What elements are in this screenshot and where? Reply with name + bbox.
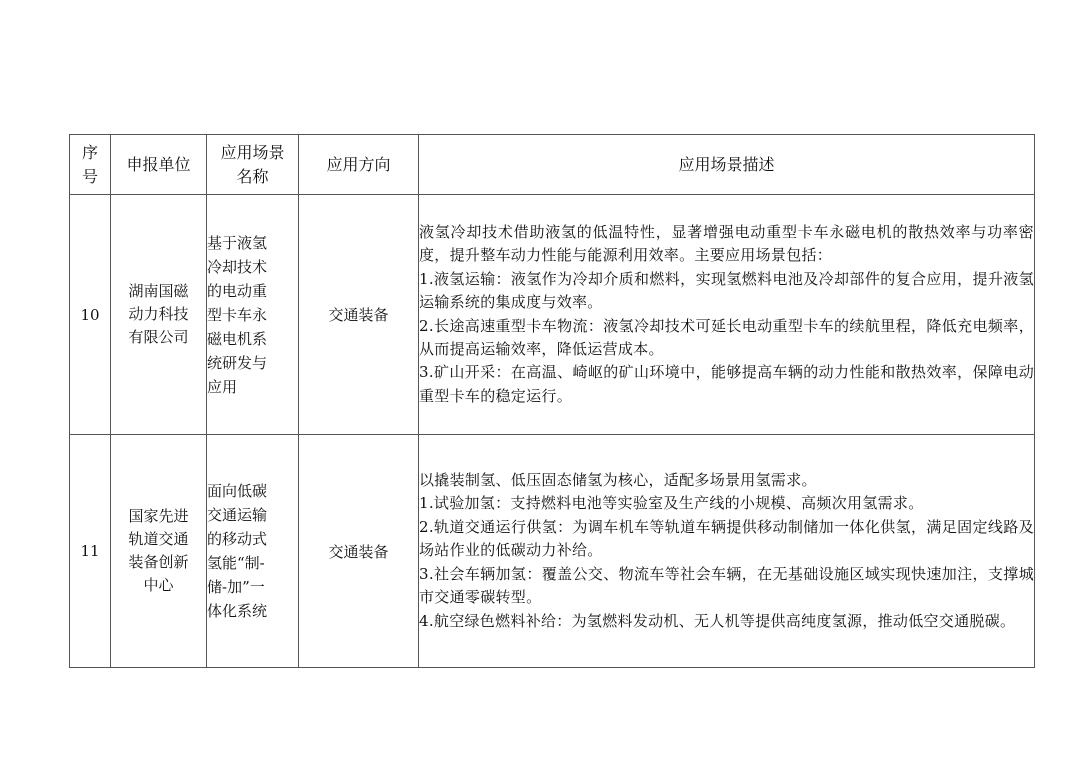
- scenario-name: [207, 195, 299, 435]
- scenario-description: [419, 195, 1035, 435]
- desc-paragraph: 2.轨道交通运行供氢：为调车机车等轨道车辆提供移动制储加一体化供氢，满足固定线路及场站作业的低碳动力补给。: [419, 517, 1034, 560]
- table-row: [70, 435, 1035, 668]
- header-direction: 应用方向: [299, 135, 419, 195]
- header-unit: 申报单位: [111, 135, 207, 195]
- header-no: 序号: [70, 135, 111, 195]
- table-header-row: [70, 135, 1035, 195]
- name-line: 储-加”一: [207, 578, 265, 596]
- desc-paragraph: 液氢冷却技术借助液氢的低温特性，显著增强电动重型卡车永磁电机的散热效率与功率密度，提升整车动力性能与能源利用效率。主要应用场景包括：: [419, 222, 1034, 265]
- unit-line: 国家先进: [128, 507, 189, 525]
- name-line: 基于液氢: [207, 233, 268, 252]
- unit-line: 动力科技: [128, 305, 189, 323]
- scenario-description: [419, 435, 1035, 668]
- unit-line: 湖南国磁: [128, 282, 189, 300]
- name-line: 交通运输: [207, 506, 268, 524]
- desc-paragraph: 2.长途高速重型卡车物流：液氢冷却技术可延长电动重型卡车的续航里程，降低充电频率，从而提高运输效率，降低运营成本。: [419, 316, 1034, 358]
- applicant-unit: [111, 195, 207, 435]
- unit-line: 装备创新: [128, 553, 189, 571]
- name-line: 体化系统: [207, 602, 268, 620]
- desc-paragraph: 3.社会车辆加氢：覆盖公交、物流车等社会车辆，在无基础设施区域实现快速加注，支撑城市交通零碳转型。: [419, 564, 1034, 607]
- row-number: 10: [70, 195, 111, 435]
- desc-paragraph: 1.液氢运输：液氢作为冷却介质和燃料，实现氢燃料电池及冷却部件的复合应用，提升液氢运输系统的集成度与效率。: [419, 269, 1034, 312]
- desc-paragraph: 1.试验加氢：支持燃料电池等实验室及生产线的小规模、高频次用氢需求。: [419, 494, 924, 513]
- name-line: 面向低碳: [207, 482, 268, 500]
- table-row: [70, 195, 1035, 435]
- scenario-table: [69, 134, 1035, 668]
- unit-line: 中心: [143, 576, 174, 594]
- name-line: 的移动式: [207, 530, 268, 548]
- name-line: 磁电机系: [207, 329, 268, 348]
- desc-paragraph: 4.航空绿色燃料补给：为氢燃料发动机、无人机等提供高纯度氢源，推动低空交通脱碳。: [419, 611, 1016, 630]
- name-line: 冷却技术: [207, 257, 268, 276]
- row-number: 11: [70, 435, 111, 668]
- scenario-name: [207, 435, 299, 668]
- name-line: 应用: [207, 377, 238, 396]
- name-line: 型卡车永: [207, 305, 268, 324]
- name-line: 的电动重: [207, 281, 268, 300]
- header-description: 应用场景描述: [419, 135, 1035, 195]
- desc-paragraph: 3.矿山开采：在高温、崎岖的矿山环境中，能够提高车辆的动力性能和散热效率，保障电动重型卡车的稳定运行。: [419, 363, 1034, 405]
- name-line: 统研发与: [207, 353, 268, 372]
- application-direction: 交通装备: [299, 195, 419, 435]
- unit-line: 有限公司: [128, 328, 189, 346]
- applicant-unit: [111, 435, 207, 668]
- name-line: 氢能“制-: [207, 554, 265, 572]
- header-scenario-name: 应用场景名称: [207, 135, 299, 195]
- unit-line: 轨道交通: [128, 530, 189, 548]
- desc-paragraph: 以撬装制氢、低压固态储氢为核心，适配多场景用氢需求。: [419, 471, 817, 490]
- application-direction: 交通装备: [299, 435, 419, 668]
